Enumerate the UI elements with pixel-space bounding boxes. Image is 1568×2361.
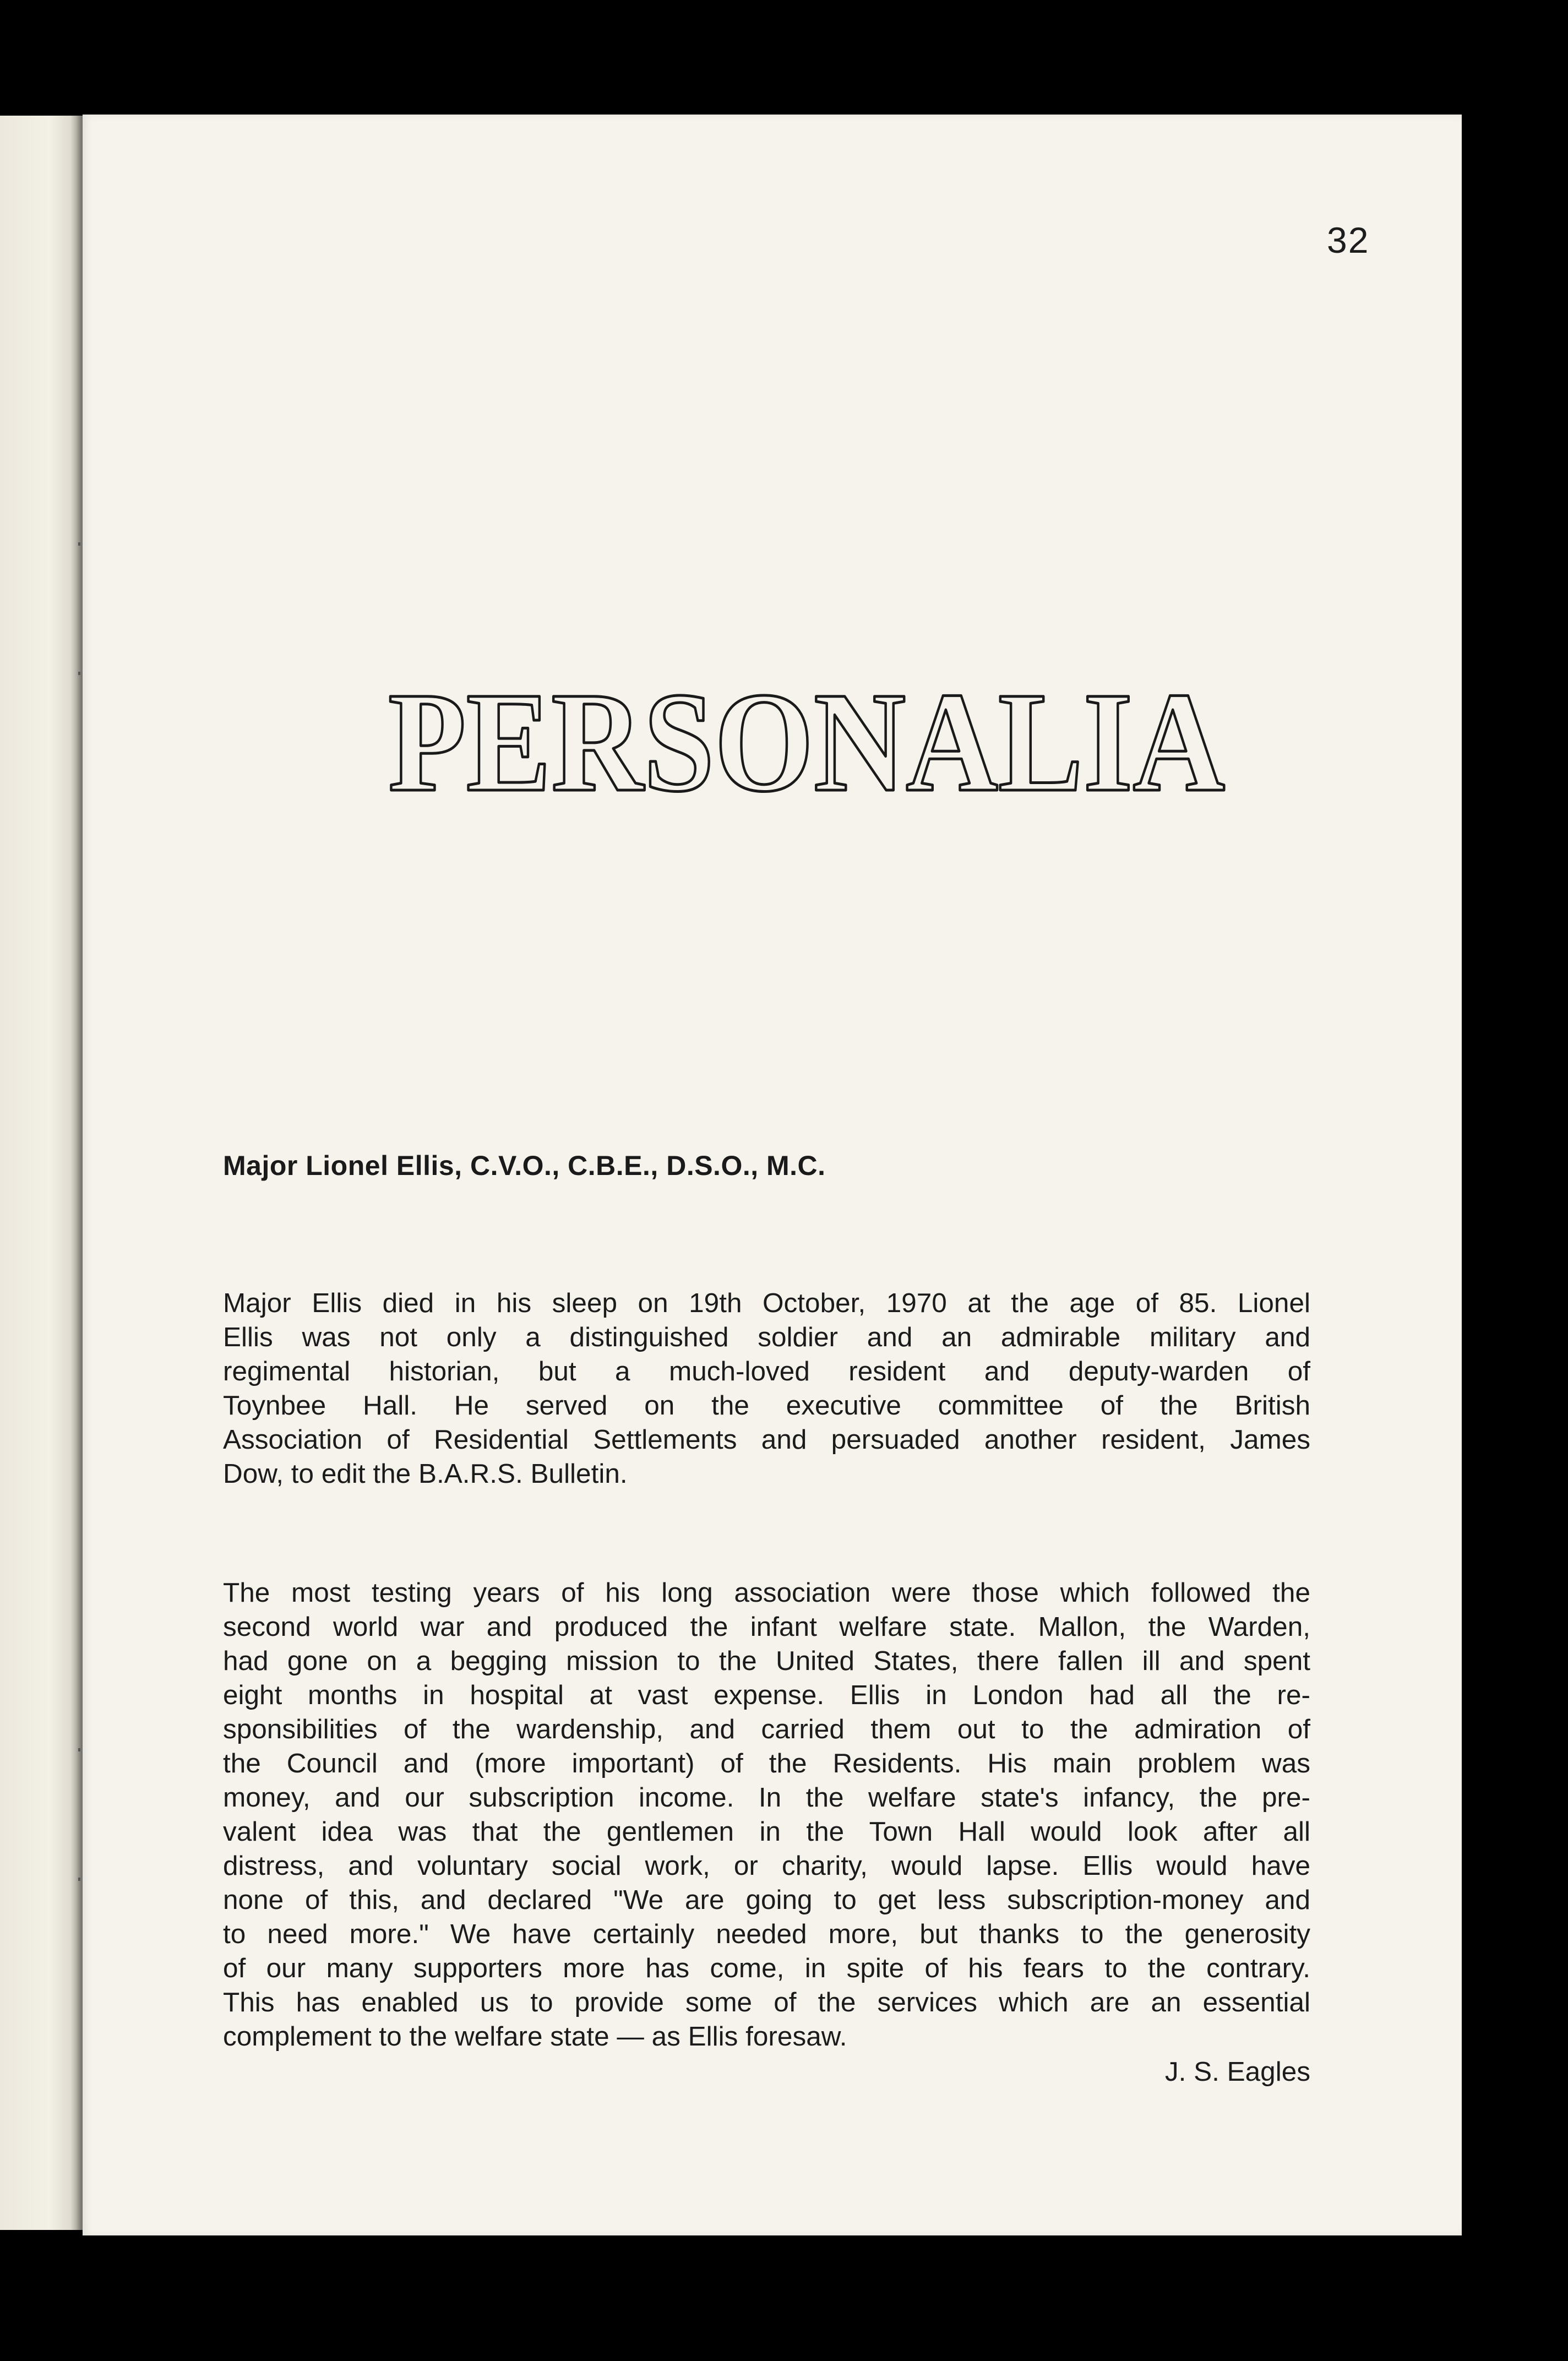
paragraph-line: This has enabled us to provide some of the services which are an essential xyxy=(223,1987,1310,2017)
page-heading-text: PERSONALIA xyxy=(388,663,1225,822)
obituary-paragraph-2 xyxy=(223,1576,1310,2054)
entry-title: Major Lionel Ellis, C.V.O., C.B.E., D.S.O., M.C. xyxy=(223,1150,826,1181)
paragraph-line: Dow, to edit the B.A.R.S. Bulletin. xyxy=(223,1459,628,1489)
paragraph-line: regimental historian, but a much-loved resident and deputy-warden of xyxy=(223,1356,1310,1386)
binding-mark xyxy=(78,542,80,546)
document-page xyxy=(83,115,1462,2235)
paragraph-line: to need more." We have certainly needed more, but thanks to the generosity xyxy=(223,1919,1310,1949)
paragraph-line: valent idea was that the gentlemen in the Town Hall would look after all xyxy=(223,1816,1310,1847)
obituary-paragraph-1 xyxy=(223,1286,1310,1491)
paragraph-line: none of this, and declared "We are going to get less subscription-money and xyxy=(223,1885,1310,1915)
paragraph-line: second world war and produced the infant welfare state. Mallon, the Warden, xyxy=(223,1612,1310,1642)
binding-mark xyxy=(78,672,80,675)
paragraph-line: money, and our subscription income. In the welfare state's infancy, the pre- xyxy=(223,1782,1310,1813)
binding-mark xyxy=(78,1878,80,1881)
paragraph-line: complement to the welfare state — as Ellis foresaw. xyxy=(223,2021,847,2052)
paragraph-line: Ellis was not only a distinguished soldier and an admirable military and xyxy=(223,1322,1310,1352)
paragraph-line: distress, and voluntary social work, or charity, would lapse. Ellis would have xyxy=(223,1851,1310,1881)
paragraph-line: The most testing years of his long association were those which followed the xyxy=(223,1577,1310,1608)
binding-mark xyxy=(78,1748,80,1751)
author-signature: J. S. Eagles xyxy=(1164,2057,1310,2087)
page-heading xyxy=(383,663,1231,822)
paragraph-line: eight months in hospital at vast expense. Ellis in London had all the re- xyxy=(223,1680,1310,1710)
paragraph-line: Toynbee Hall. He served on the executive committee of the British xyxy=(223,1390,1310,1421)
paragraph-line: the Council and (more important) of the Residents. His main problem was xyxy=(223,1748,1310,1778)
paragraph-line: Association of Residential Settlements and persuaded another resident, James xyxy=(223,1424,1310,1455)
page-number: 32 xyxy=(1327,220,1370,260)
paragraph-line: had gone on a begging mission to the United States, there fallen ill and spent xyxy=(223,1646,1310,1676)
paragraph-line: of our many supporters more has come, in spite of his fears to the contrary. xyxy=(223,1953,1310,1983)
paragraph-line: Major Ellis died in his sleep on 19th October, 1970 at the age of 85. Lionel xyxy=(223,1288,1310,1318)
paragraph-line: sponsibilities of the wardenship, and carried them out to the admiration of xyxy=(223,1714,1310,1744)
